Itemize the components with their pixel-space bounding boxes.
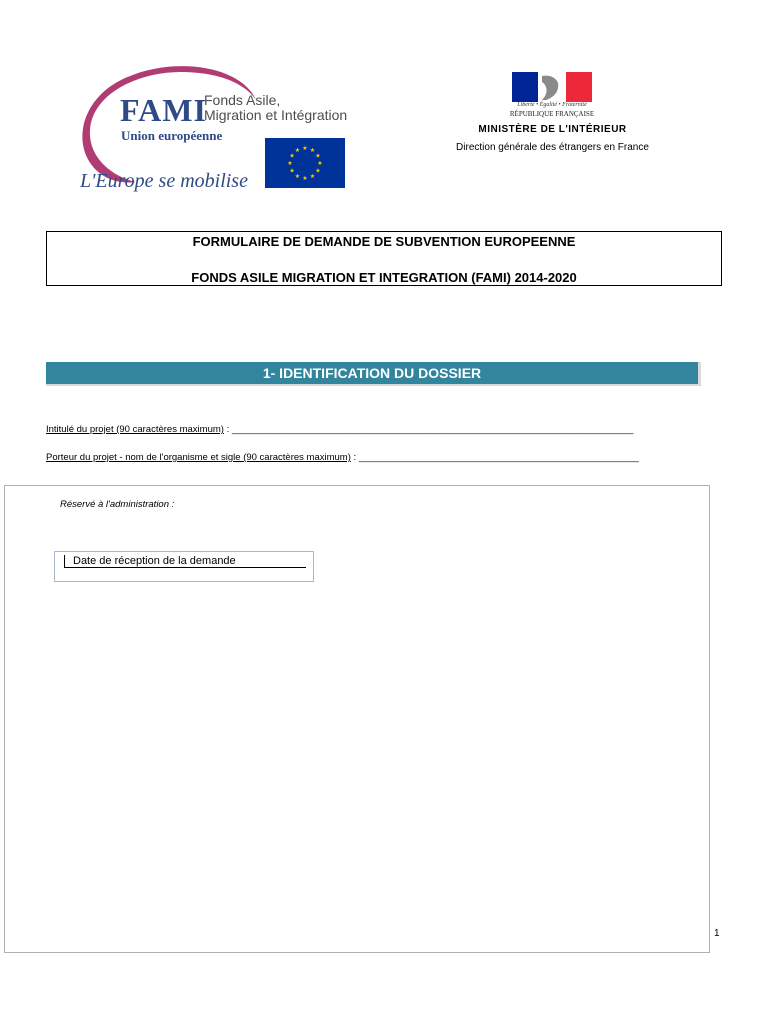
eu-star-icon: ★ — [309, 173, 316, 180]
project-holder-field[interactable] — [46, 452, 639, 463]
form-title: FORMULAIRE DE DEMANDE DE SUBVENTION EUROPEENNE — [192, 234, 576, 249]
fund-title: FONDS ASILE MIGRATION ET INTEGRATION (FAMI) 2014-2020 — [191, 270, 577, 285]
project-title-blank[interactable]: : ____________________________________________________________________________ — [223, 424, 634, 435]
page-number: 1 — [714, 928, 720, 939]
eu-star-icon: ★ — [315, 168, 321, 175]
eu-star-icon: ★ — [289, 168, 295, 175]
project-holder-label: Porteur du projet - nom de l'organisme et sigle (90 caractères maximum) — [46, 452, 351, 463]
eu-star-icon: ★ — [289, 153, 295, 160]
marianne-logo — [512, 72, 592, 102]
direction-name: Direction générale des étrangers en France — [456, 142, 649, 153]
eu-star-icon: ★ — [309, 148, 316, 155]
eu-star-icon: ★ — [302, 146, 308, 152]
eu-star-icon: ★ — [317, 161, 323, 167]
fami-subtitle-line2: Migration et Intégration — [204, 107, 348, 123]
fami-slogan: L'Europe se mobilise — [80, 170, 248, 192]
fami-subtitle-line1: Fonds Asile, — [204, 92, 281, 108]
ministry-name: MINISTÈRE DE L'INTÉRIEUR — [478, 124, 627, 135]
fami-wordmark: FAMI — [120, 92, 207, 128]
admin-label: Réservé à l'administration : — [60, 499, 175, 510]
eu-star-icon: ★ — [302, 176, 308, 182]
fami-union-label: Union européenne — [121, 128, 223, 143]
project-title-label: Intitulé du projet (90 caractères maximum) — [46, 424, 224, 435]
project-holder-blank[interactable]: : _____________________________________________________ — [350, 452, 639, 463]
eu-star-icon: ★ — [287, 161, 293, 167]
eu-star-icon: ★ — [315, 153, 321, 160]
eu-star-icon: ★ — [294, 148, 301, 155]
project-title-field[interactable] — [46, 424, 633, 435]
republic-motto: Liberté • Égalité • Fraternité — [517, 102, 587, 108]
eu-star-icon: ★ — [294, 173, 301, 180]
eu-flag-icon — [265, 138, 345, 188]
reception-date-label: Date de réception de la demande — [64, 555, 306, 568]
republic-name: RÉPUBLIQUE FRANÇAISE — [509, 110, 595, 118]
section-title: 1- IDENTIFICATION DU DOSSIER — [262, 365, 482, 381]
